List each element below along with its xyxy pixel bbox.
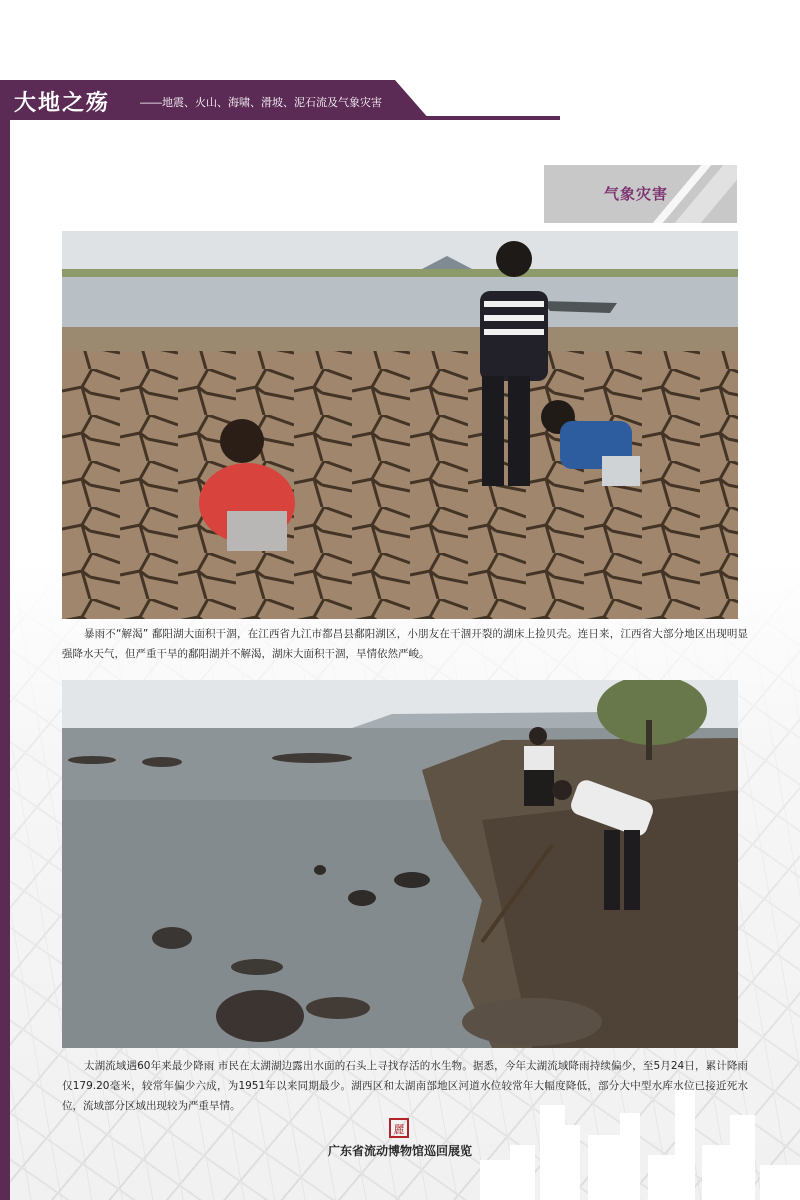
museum-seal: 麗 (389, 1118, 409, 1138)
category-tag (544, 165, 737, 223)
page-subtitle: ——地震、火山、海啸、滑坡、泥石流及气象灾害 (140, 97, 382, 109)
skyline-silhouette (480, 1085, 800, 1200)
photo-lake-shore (62, 680, 738, 1048)
dry-lakebed-illustration (62, 231, 738, 619)
left-accent-bar (0, 80, 10, 1200)
lake-shore-illustration (62, 680, 738, 1048)
caption-lake-shore: 太湖流域遇60年来最少降雨 市民在太湖湖边露出水面的石头上寻找存活的水生物。据悉，今年太湖流域降雨持续偏少，至5月24日，累计降雨仅179.20毫米，较常年偏少六成，为1951年以来同期最少。湖西区和太湖南部地区河道水位较常年大幅度降低，部分大中型水库水位已接近死水位，流域部分区域出现较为严重旱情。 (62, 1060, 748, 1112)
page-title: 大地之殇 (14, 91, 111, 116)
category-label: 气象灾害 (604, 185, 669, 203)
caption-dry-lakebed: 暴雨不“解渴” 鄱阳湖大面积干涸，在江西省九江市都昌县鄱阳湖区，小朋友在干涸开裂的湖床上捡贝壳。连日来，江西省大部分地区出现明显强降水天气，但严重干旱的鄱阳湖并不解渴，湖床大面积干涸，旱情依然严峻。 (62, 628, 748, 660)
photo-dry-lakebed (62, 231, 738, 619)
footer-organization: 广东省流动博物馆巡回展览 (328, 1144, 473, 1158)
